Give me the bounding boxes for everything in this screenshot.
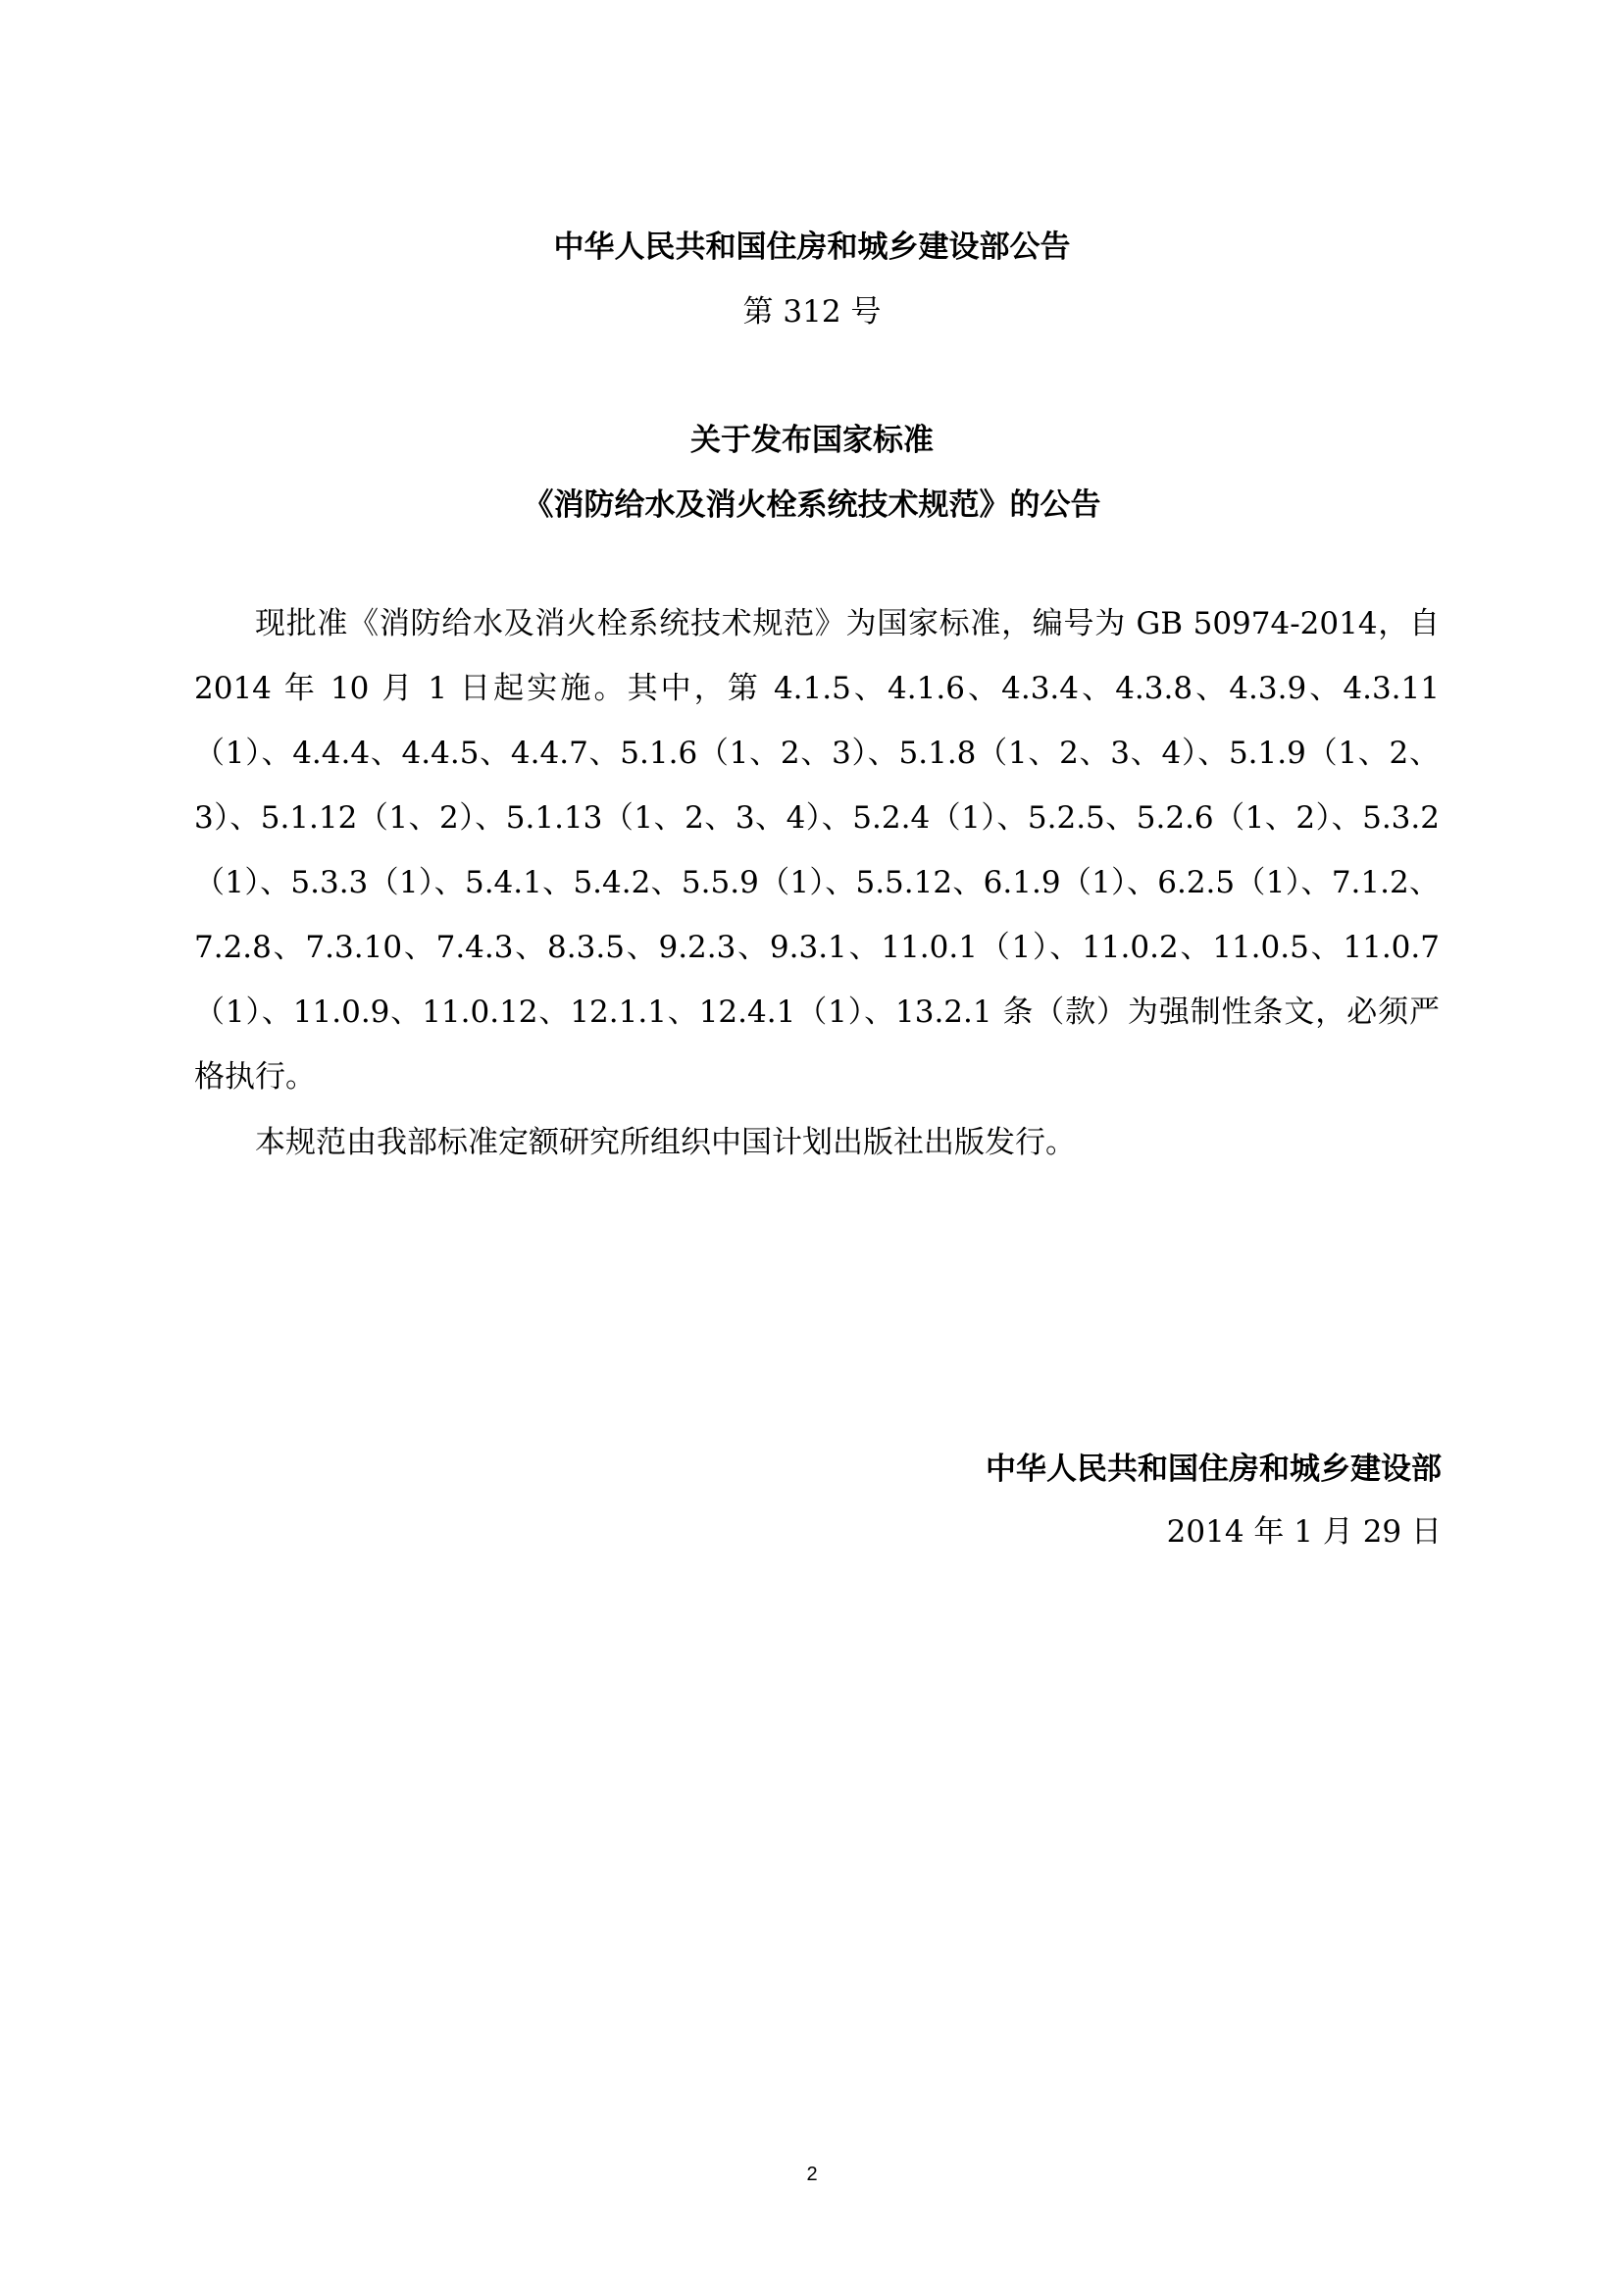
- signature-organization: 中华人民共和国住房和城乡建设部: [986, 1452, 1442, 1487]
- subject-line-1: 关于发布国家标准: [690, 423, 934, 458]
- signature-date: 2014 年 1 月 29 日: [1166, 1514, 1442, 1550]
- issuer-title: 中华人民共和国住房和城乡建设部公告: [553, 229, 1071, 265]
- body-paragraph-1: 现批准《消防给水及消火栓系统技术规范》为国家标准，编号为 GB 50974-2014，自 2014 年 10 月 1 日起实施。其中，第 4.1.5、4.1.6、4.3.4、4.3.8、4.3.9、4.3.11（1）、4.4.4、4.4.5、4.4.7、5.1.6（1、2、3）、5.1.8（1、2、3、4）、5.1.9（1、2、3）、5.1.12（1、2）、5.1.13（1、2、3、4）、5.2.4（1）、5.2.5、5.2.6（1、2）、5.3.2（1）、5.3.3（1）、5.4.1、5.4.2、5.5.9（1）、5.5.12、6.1.9（1）、6.2.5（1）、7.1.2、7.2.8、7.3.10、7.4.3、8.3.5、9.2.3、9.3.1、11.0.1（1）、11.0.2、11.0.5、11.0.7（1）、11.0.9、11.0.12、12.1.1、12.4.1（1）、13.2.1 条（款）为强制性条文，必须严格执行。: [194, 606, 1440, 1095]
- subject-line-2: 《消防给水及消火栓系统技术规范》的公告: [523, 487, 1101, 523]
- page-number: 2: [806, 2164, 818, 2185]
- body-paragraph-2: 本规范由我部标准定额研究所组织中国计划出版社出版发行。: [255, 1125, 1076, 1160]
- notice-number: 第 312 号: [742, 294, 882, 330]
